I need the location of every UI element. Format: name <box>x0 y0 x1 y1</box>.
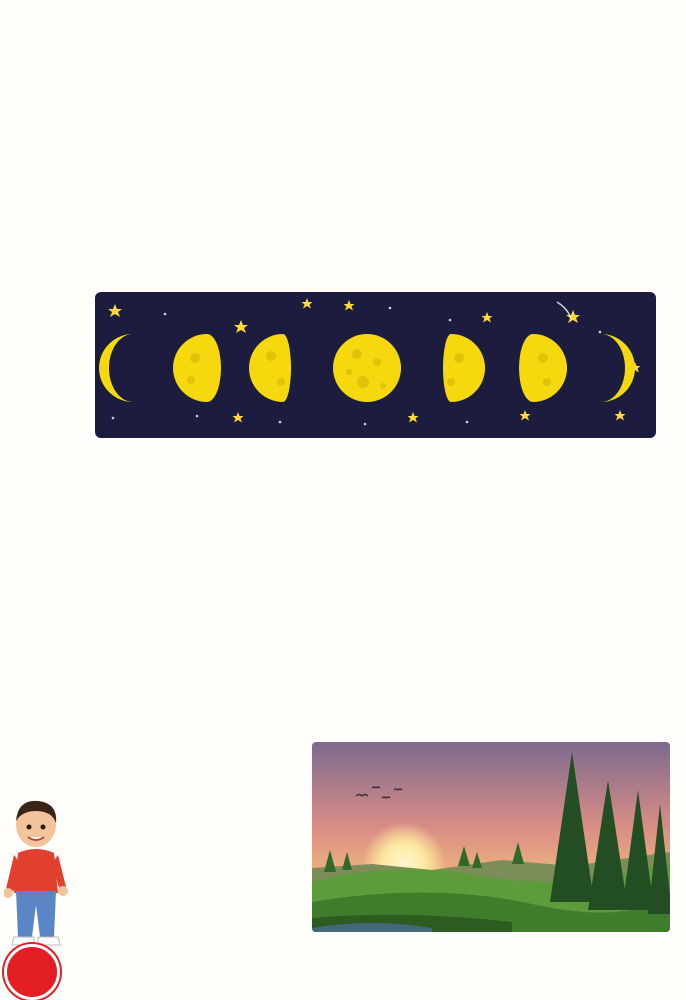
sunset-illustration <box>312 742 670 932</box>
moon-first-gibbous <box>443 334 485 402</box>
moon-waning-gibbous <box>173 334 221 402</box>
moon-last-gibbous <box>249 334 291 402</box>
moon-phases-illustration <box>95 292 656 438</box>
sunset-svg <box>312 742 670 932</box>
moon-waxing-crescent <box>601 334 635 402</box>
moon-waxing-gibbous <box>519 334 567 402</box>
boy-svg <box>4 797 68 947</box>
moon-waning-crescent <box>99 334 133 402</box>
page-number-badge <box>4 944 60 1000</box>
moon-phases-svg <box>95 292 656 438</box>
cartoon-boy-illustration <box>4 797 68 947</box>
moon-full <box>333 334 401 402</box>
